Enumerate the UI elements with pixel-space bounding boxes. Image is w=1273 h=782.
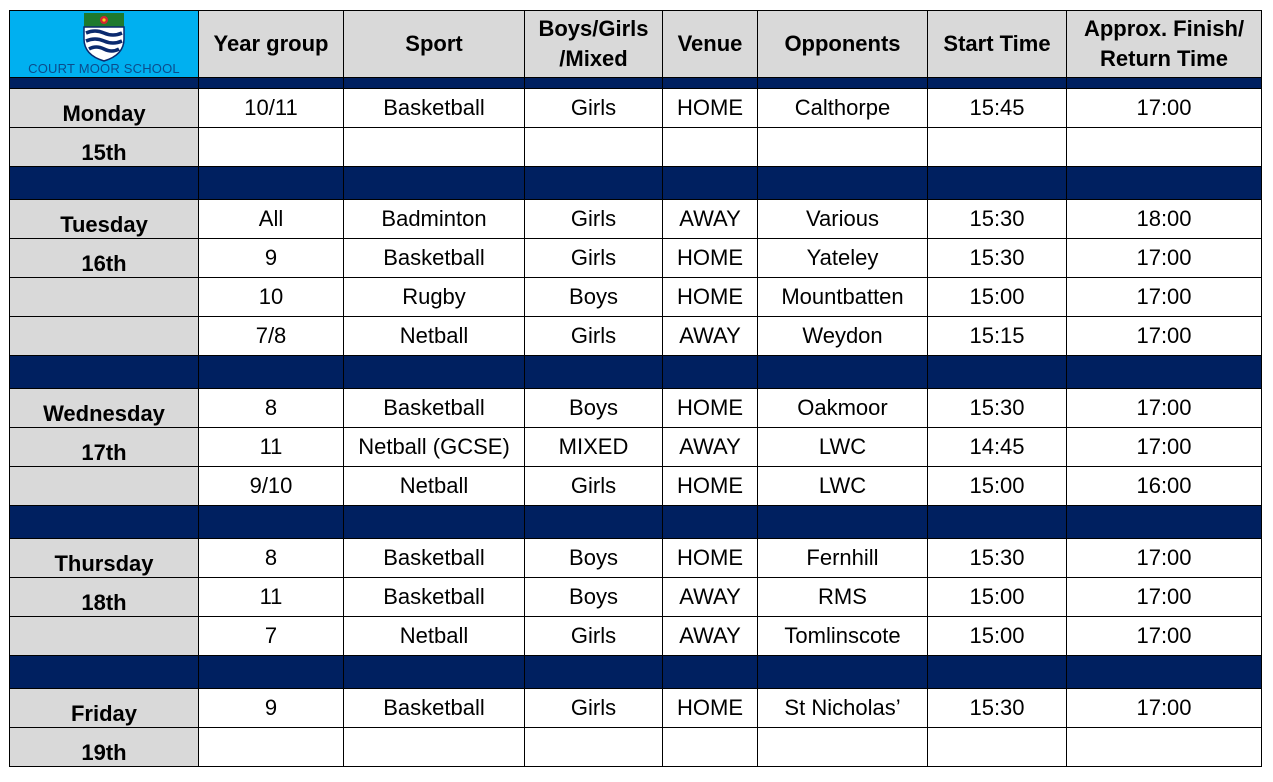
- day-separator: [10, 356, 1262, 389]
- cell-year: 7/8: [199, 317, 344, 356]
- day-name: Monday: [10, 89, 199, 128]
- fixture-row: [10, 728, 1262, 767]
- cell-gender: Boys: [525, 578, 663, 617]
- header-opponents: Opponents: [758, 11, 928, 78]
- day-separator: [10, 506, 1262, 539]
- fixtures-table: [9, 10, 1262, 767]
- fixture-row: [10, 467, 1262, 506]
- header-venue: Venue: [663, 11, 758, 78]
- cell-start: 15:00: [928, 278, 1067, 317]
- cell-finish: 17:00: [1067, 539, 1262, 578]
- fixture-row: [10, 200, 1262, 239]
- cell-venue: AWAY: [663, 617, 758, 656]
- cell-start: [928, 728, 1067, 767]
- cell-finish: 17:00: [1067, 617, 1262, 656]
- fixture-row: [10, 278, 1262, 317]
- header-year-group: Year group: [199, 11, 344, 78]
- cell-opponents: Calthorpe: [758, 89, 928, 128]
- header-start-time: Start Time: [928, 11, 1067, 78]
- fixture-row: [10, 617, 1262, 656]
- day-date: 18th: [10, 578, 199, 617]
- cell-gender: Girls: [525, 200, 663, 239]
- cell-finish: 17:00: [1067, 317, 1262, 356]
- cell-start: 15:15: [928, 317, 1067, 356]
- cell-gender: Girls: [525, 317, 663, 356]
- cell-year: All: [199, 200, 344, 239]
- cell-opponents: Fernhill: [758, 539, 928, 578]
- fixture-row: [10, 539, 1262, 578]
- cell-venue: HOME: [663, 89, 758, 128]
- header-finish-time: [1067, 11, 1262, 78]
- cell-year: 9/10: [199, 467, 344, 506]
- cell-sport: [344, 728, 525, 767]
- cell-sport: Netball: [344, 617, 525, 656]
- cell-venue: HOME: [663, 689, 758, 728]
- cell-finish: 17:00: [1067, 278, 1262, 317]
- cell-opponents: Yateley: [758, 239, 928, 278]
- cell-venue: HOME: [663, 467, 758, 506]
- day-blank: [10, 278, 199, 317]
- day-separator: [10, 656, 1262, 689]
- day-date: 19th: [10, 728, 199, 767]
- cell-finish: 17:00: [1067, 89, 1262, 128]
- cell-start: 15:30: [928, 539, 1067, 578]
- school-logo-cell: [10, 11, 199, 78]
- cell-sport: Basketball: [344, 389, 525, 428]
- cell-finish: 17:00: [1067, 389, 1262, 428]
- cell-year: 7: [199, 617, 344, 656]
- fixture-row: [10, 428, 1262, 467]
- cell-year: 8: [199, 539, 344, 578]
- cell-sport: Basketball: [344, 239, 525, 278]
- fixture-body: [10, 89, 1262, 767]
- cell-start: 15:45: [928, 89, 1067, 128]
- day-blank: [10, 317, 199, 356]
- cell-gender: Boys: [525, 539, 663, 578]
- day-name: Tuesday: [10, 200, 199, 239]
- header-gender: [525, 11, 663, 78]
- cell-venue: [663, 728, 758, 767]
- fixture-row: [10, 689, 1262, 728]
- day-name: Thursday: [10, 539, 199, 578]
- cell-finish: 17:00: [1067, 239, 1262, 278]
- cell-finish: 17:00: [1067, 428, 1262, 467]
- cell-year: 11: [199, 428, 344, 467]
- day-date: 15th: [10, 128, 199, 167]
- fixture-row: [10, 389, 1262, 428]
- cell-start: 15:30: [928, 389, 1067, 428]
- cell-year: 8: [199, 389, 344, 428]
- cell-opponents: RMS: [758, 578, 928, 617]
- cell-gender: [525, 728, 663, 767]
- cell-year: [199, 728, 344, 767]
- cell-venue: HOME: [663, 239, 758, 278]
- cell-gender: Girls: [525, 467, 663, 506]
- cell-sport: Rugby: [344, 278, 525, 317]
- cell-venue: AWAY: [663, 200, 758, 239]
- header-row: [10, 11, 1262, 78]
- cell-venue: HOME: [663, 389, 758, 428]
- cell-venue: AWAY: [663, 428, 758, 467]
- school-name: COURT MOOR SCHOOL: [28, 61, 180, 76]
- cell-year: 10/11: [199, 89, 344, 128]
- cell-sport: Basketball: [344, 689, 525, 728]
- fixture-row: [10, 317, 1262, 356]
- cell-year: 9: [199, 239, 344, 278]
- cell-start: 14:45: [928, 428, 1067, 467]
- cell-gender: Girls: [525, 89, 663, 128]
- header-separator: [10, 78, 1262, 89]
- fixture-row: [10, 89, 1262, 128]
- fixture-row: [10, 578, 1262, 617]
- cell-gender: Boys: [525, 389, 663, 428]
- cell-gender: Girls: [525, 617, 663, 656]
- cell-opponents: [758, 728, 928, 767]
- cell-gender: Boys: [525, 278, 663, 317]
- cell-opponents: Mountbatten: [758, 278, 928, 317]
- header-finish-line2: Return Time: [1100, 46, 1228, 71]
- cell-opponents: LWC: [758, 467, 928, 506]
- cell-start: 15:30: [928, 239, 1067, 278]
- cell-finish: 16:00: [1067, 467, 1262, 506]
- header-finish-line1: Approx. Finish/: [1083, 16, 1245, 41]
- cell-opponents: Oakmoor: [758, 389, 928, 428]
- header-gender-line1: Boys/Girls: [538, 16, 649, 41]
- cell-finish: 17:00: [1067, 689, 1262, 728]
- cell-year: [199, 128, 344, 167]
- cell-gender: [525, 128, 663, 167]
- day-date: 17th: [10, 428, 199, 467]
- day-separator: [10, 167, 1262, 200]
- cell-finish: 17:00: [1067, 578, 1262, 617]
- cell-finish: [1067, 728, 1262, 767]
- cell-start: 15:00: [928, 578, 1067, 617]
- cell-venue: [663, 128, 758, 167]
- cell-venue: HOME: [663, 539, 758, 578]
- cell-sport: Netball: [344, 317, 525, 356]
- day-date: 16th: [10, 239, 199, 278]
- cell-opponents: LWC: [758, 428, 928, 467]
- cell-opponents: [758, 128, 928, 167]
- cell-sport: [344, 128, 525, 167]
- cell-year: 9: [199, 689, 344, 728]
- cell-gender: Girls: [525, 689, 663, 728]
- day-blank: [10, 467, 199, 506]
- cell-start: 15:00: [928, 617, 1067, 656]
- cell-finish: 18:00: [1067, 200, 1262, 239]
- cell-sport: Netball (GCSE): [344, 428, 525, 467]
- header-gender-line2: /Mixed: [559, 46, 628, 71]
- cell-venue: AWAY: [663, 317, 758, 356]
- cell-sport: Badminton: [344, 200, 525, 239]
- cell-opponents: Various: [758, 200, 928, 239]
- cell-finish: [1067, 128, 1262, 167]
- cell-sport: Basketball: [344, 578, 525, 617]
- header-sport: Sport: [344, 11, 525, 78]
- cell-start: 15:30: [928, 200, 1067, 239]
- cell-sport: Basketball: [344, 539, 525, 578]
- cell-gender: Girls: [525, 239, 663, 278]
- day-name: Wednesday: [10, 389, 199, 428]
- day-blank: [10, 617, 199, 656]
- cell-opponents: St Nicholas’: [758, 689, 928, 728]
- day-name: Friday: [10, 689, 199, 728]
- cell-year: 10: [199, 278, 344, 317]
- cell-start: [928, 128, 1067, 167]
- cell-opponents: Tomlinscote: [758, 617, 928, 656]
- cell-opponents: Weydon: [758, 317, 928, 356]
- fixture-row: [10, 128, 1262, 167]
- cell-year: 11: [199, 578, 344, 617]
- cell-venue: HOME: [663, 278, 758, 317]
- fixture-row: [10, 239, 1262, 278]
- cell-sport: Netball: [344, 467, 525, 506]
- cell-sport: Basketball: [344, 89, 525, 128]
- school-crest-icon: [82, 12, 126, 62]
- cell-start: 15:00: [928, 467, 1067, 506]
- cell-start: 15:30: [928, 689, 1067, 728]
- cell-gender: MIXED: [525, 428, 663, 467]
- cell-venue: AWAY: [663, 578, 758, 617]
